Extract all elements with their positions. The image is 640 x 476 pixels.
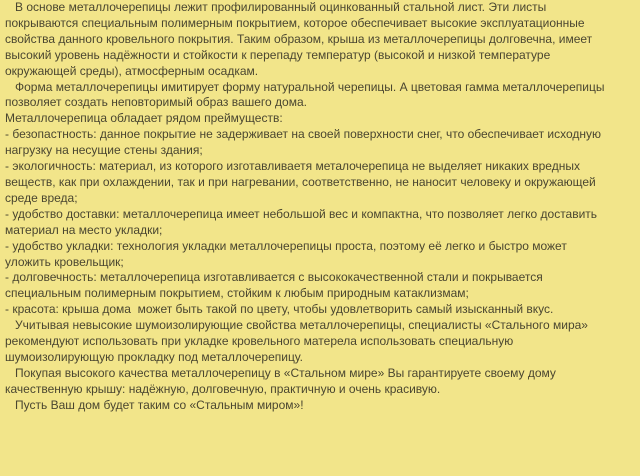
text-line: шумоизолирующую прокладку под металлочерепицу. bbox=[5, 349, 303, 364]
text-line: свойства данного кровельного покрытия. Таким образом, крыша из металлочерепицы долговечна, имеет bbox=[5, 31, 593, 46]
text-line: - долговечность: металлочерепица изготавливается с высококачественной стали и покрывается bbox=[5, 270, 543, 285]
text-line: покрываются специальным полимерным покрытием, которое обеспечивает высокие эксплуатационные bbox=[5, 15, 585, 30]
text-line: уложить кровельщик; bbox=[5, 254, 124, 269]
text-line: веществ, как при охлаждении, так и при нагревании, соответственно, не наносит человеку и окружающей bbox=[5, 174, 596, 189]
text-line: высокий уровень надёжности и стойкости к перепаду температур (высокой и низкой температуре bbox=[5, 47, 551, 62]
text-line: Металлочерепица обладает рядом преймуществ: bbox=[5, 111, 283, 126]
text-line: Форма металлочерепицы имитирует форму натуральной черепицы. А цветовая гамма металлочерепицы bbox=[5, 79, 605, 94]
text-line: нагрузку на несущие стены здания; bbox=[5, 143, 203, 158]
text-line: В основе металлочерепицы лежит профилированный оцинкованный стальной лист. Эти листы bbox=[5, 0, 547, 14]
text-line: среде вреда; bbox=[5, 190, 78, 205]
text-line: рекомендуют использовать при укладке кровельного матерела использовать специальную bbox=[5, 334, 514, 349]
text-line: Учитывая невысокие шумоизолирующие свойства металлочерепицы, специалисты «Стального мира» bbox=[5, 318, 588, 333]
text-line: материал на место укладки; bbox=[5, 222, 163, 237]
text-line: - удобство укладки: технология укладки металлочерепицы проста, поэтому её легко и быстро может bbox=[5, 238, 567, 253]
text-line: специальным полимерным покрытием, стойким к любым природным катаклизмам; bbox=[5, 286, 469, 301]
text-line: Пусть Ваш дом будет таким со «Стальным миром»! bbox=[5, 397, 304, 412]
text-line: Покупая высокого качества металлочерепицу в «Стальном мире» Вы гарантируете своему дому bbox=[5, 365, 556, 380]
text-line: качественную крышу: надёжную, долговечную, практичную и очень красивую. bbox=[5, 381, 441, 396]
text-line: - безопастность: данное покрытие не задерживает на своей поверхности снег, что обеспечивает исходную bbox=[5, 127, 602, 142]
text-line: - удобство доставки: металлочерепица имеет небольшой вес и компактна, что позволяет легко доставить bbox=[5, 206, 598, 221]
text-line: окружающей среды), атмосферным осадкам. bbox=[5, 63, 259, 78]
text-line: позволяет создать неповторимый образ вашего дома. bbox=[5, 95, 307, 110]
text-line: - красота: крыша дома может быть такой по цвету, чтобы удовлетворить самый изысканный вкус. bbox=[5, 302, 554, 317]
text-line: - экологичность: материал, из которого изготавливаетя металочерепица не выделяет никаких вредных bbox=[5, 159, 580, 174]
